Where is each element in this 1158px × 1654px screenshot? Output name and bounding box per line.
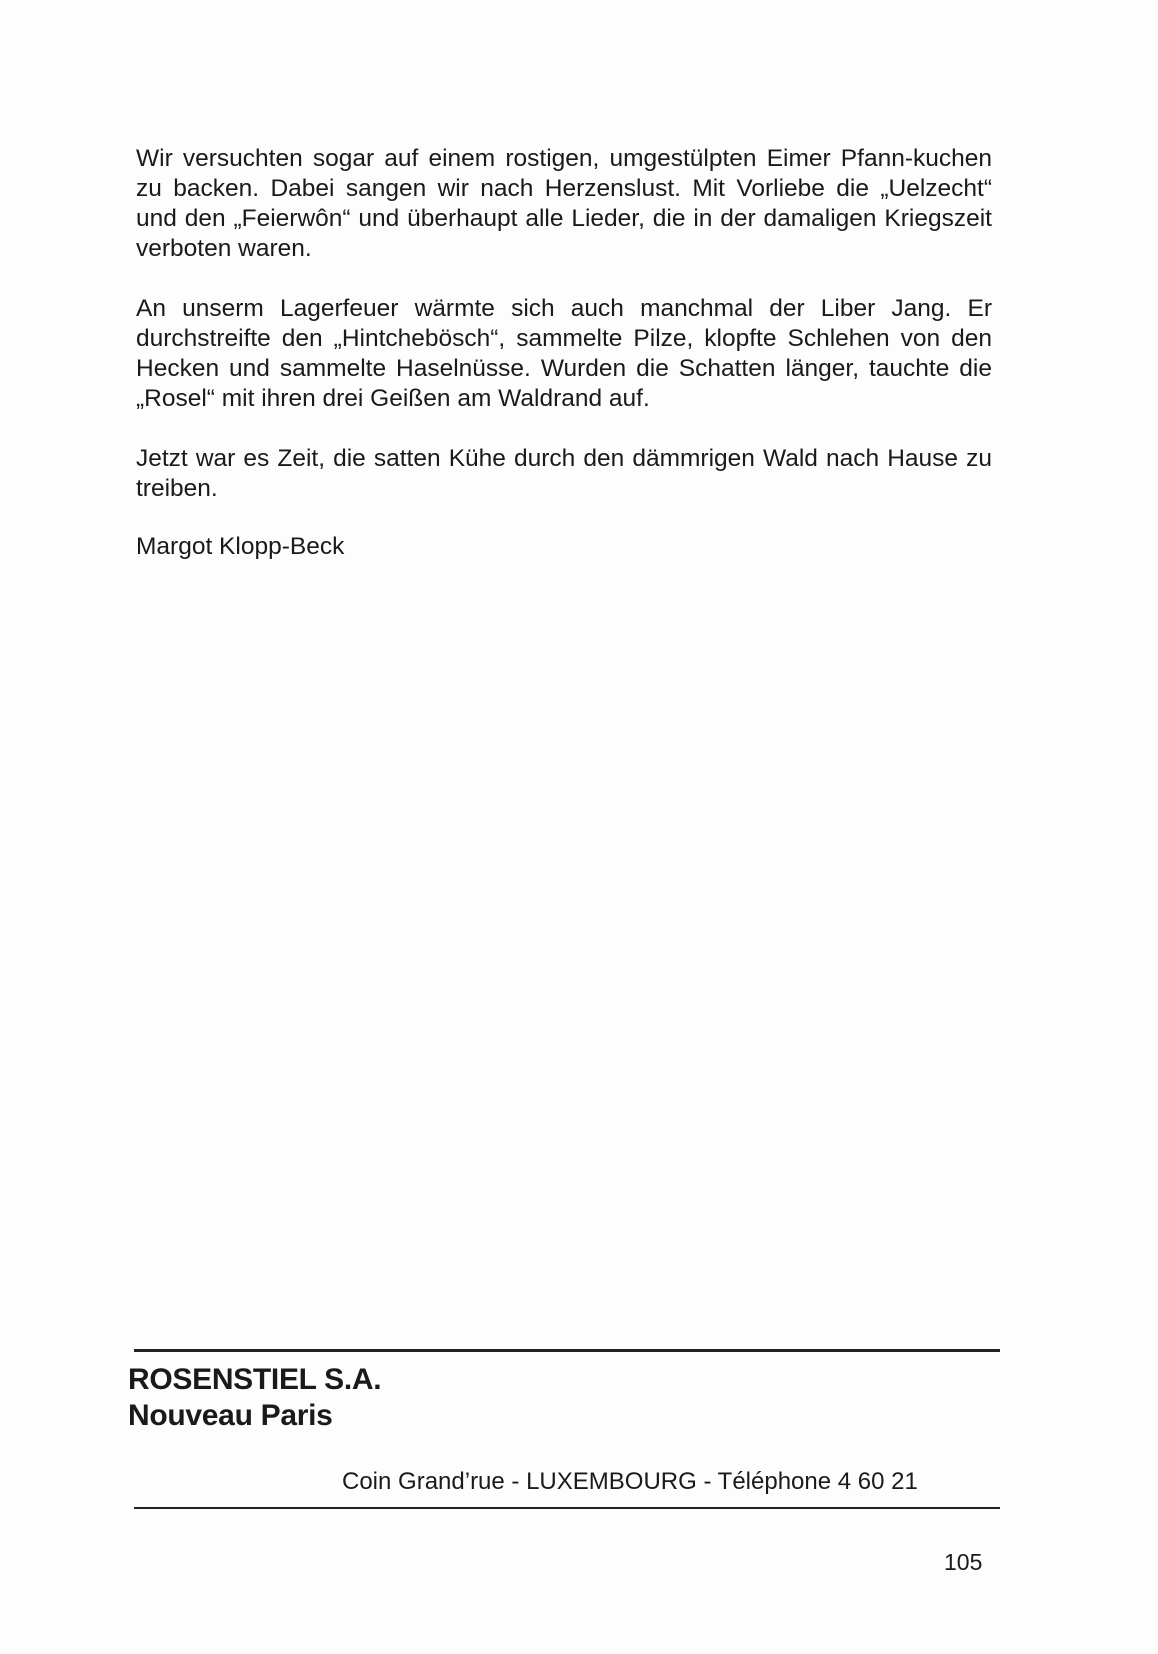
article-paragraph: Jetzt war es Zeit, die satten Kühe durch den dämmrigen Wald nach Hause zu treiben. (136, 445, 992, 502)
ad-company-name: ROSENSTIEL S.A. (128, 1363, 382, 1396)
ad-subtitle: Nouveau Paris (128, 1399, 333, 1432)
ad-address: Coin Grand’rue - LUXEMBOURG - Téléphone 4 60 21 (342, 1468, 918, 1495)
ad-divider-top (134, 1349, 1000, 1352)
page-number: 105 (944, 1549, 983, 1575)
article-paragraph: An unserm Lagerfeuer wärmte sich auch manchmal der Liber Jang. Er durchstreifte den „Hintchebösch“, sammelte Pilze, klopfte Schlehen von den Hecken und sammelte Haselnüsse. Wurden die Schatten länger, tauchte die „Rosel“ mit ihren drei Geißen am Waldrand auf. (136, 295, 992, 412)
author-signature: Margot Klopp-Beck (136, 533, 345, 560)
ad-divider-bottom (134, 1507, 1000, 1509)
article-paragraph: Wir versuchten sogar auf einem rostigen, umgestülpten Eimer Pfann-kuchen zu backen. Dabei sangen wir nach Herzenslust. Mit Vorliebe die „Uelzecht“ und den „Feierwôn“ und überhaupt alle Lieder, die in der damaligen Kriegszeit verboten waren. (136, 145, 992, 262)
